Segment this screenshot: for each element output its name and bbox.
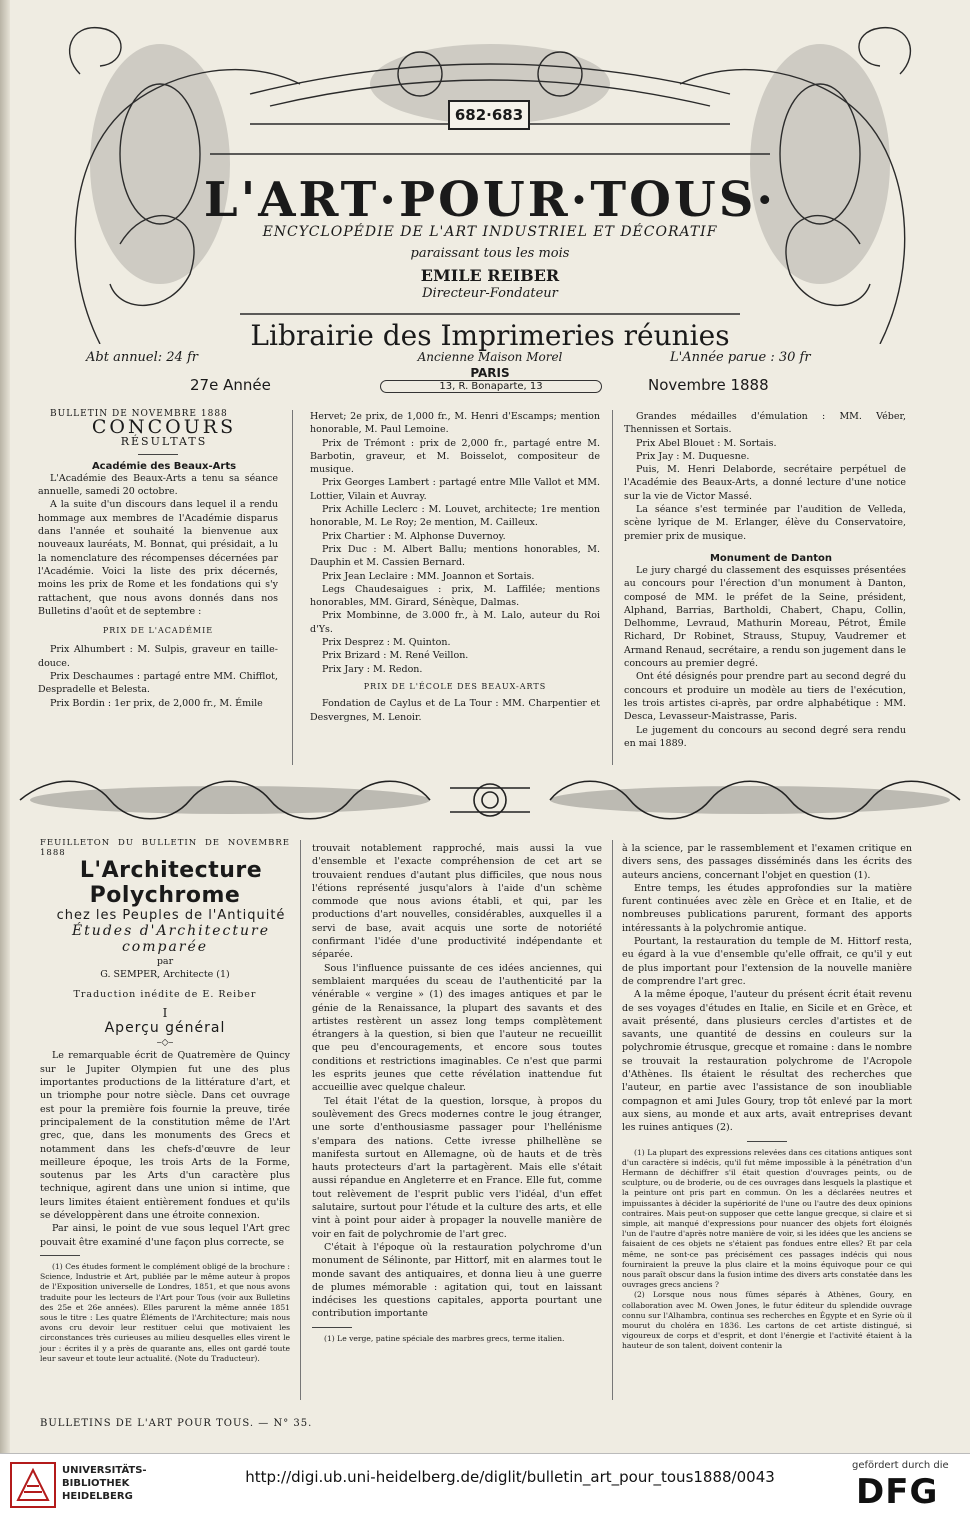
paragraph: Fondation de Caylus et de La Tour : MM. Charpentier et Desvergnes, M. Lenoir. [310, 698, 600, 723]
footnote: (2) Lorsque nous nous fûmes séparés à Athènes, Goury, en collaboration avec M. Owen Jones, le futur éditeur du splendide ouvrage connu sur l'Alhambra, continua ses recherches en Égypte et en Syrie où il mourut du choléra en 1836. Les cartons de cet artiste distingué, si vigoureux de corps et d'esprit, et dont l'énergie et l'activité étaient à la hauteur de son talent, doivent contenir la [622, 1290, 912, 1351]
bulletin-head: BULLETIN DE NOVEMBRE 1888 [50, 409, 228, 419]
paragraph: Prix Desprez : M. Quinton. [322, 637, 451, 649]
paragraph: Sous l'influence puissante de ces idées anciennes, qui semblaient marquées du sceau de l'authenticité par la vénérable « vergine » (1) des images antiques et par le génie de la Renaissance, la plupart des savants et des artistes restèrent un assez long temps complètement étrangers à la question, si bien que l'auteur ne recueillit que peu d'encouragements, et encore sous toutes conditions et restrictions imaginables. Ce n'est que parmi les esprits jeunes que cette révélation inattendue fut accueillie avec quelque chaleur. [312, 962, 602, 1094]
paragraph: Grandes médailles d'émulation : MM. Véber, Thennissen et Sortais. [624, 411, 906, 436]
paragraph: Prix Jay : M. Duquesne. [636, 450, 750, 462]
paragraph: Pourtant, la restauration du temple de M. Hittorf resta, eu égard à la vue d'ensemble qu'elle offrait, ce qu'il y eut de plus important pour l'extension de la nouvelle manière de comprendre l'art grec. [622, 936, 912, 987]
feuilleton-column-3 [622, 842, 912, 1352]
rule [312, 1327, 352, 1328]
paragraph: Prix Jean Leclaire : MM. Joannon et Sortais. [322, 570, 535, 582]
subsection-title: Monument de Danton [709, 552, 832, 564]
rule [747, 1141, 787, 1142]
section-subtitle: RÉSULTATS [120, 434, 208, 448]
old-house: Ancienne Maison Morel [417, 350, 563, 364]
author: G. SEMPER, Architecte (1) [100, 969, 230, 981]
year-price: L'Année parue : 30 fr [670, 350, 811, 365]
rule [40, 1255, 80, 1256]
paragraph: Puis, M. Henri Delaborde, secrétaire perpétuel de l'Académie des Beaux-Arts, a donné lecture d'une notice sur la vie de Victor Massé. [624, 464, 906, 502]
prize-head: PRIX DE L'ACADÉMIE [102, 626, 214, 636]
journal-title: L'ART·POUR·TOUS· [203, 172, 777, 228]
article-title: L'Architecture Polychrome [79, 858, 263, 908]
feuilleton-head: FEUILLETON DU BULLETIN DE NOVEMBRE 1888 [40, 838, 290, 858]
subscription-price: Abt annuel: 24 fr [86, 350, 198, 365]
prize-head: PRIX DE L'ÉCOLE DES BEAUX-ARTS [363, 681, 547, 691]
paragraph: C'était à l'époque où la restauration polychrome d'un monument de Sélinonte, par Hittorf, mit en alarmes tout le monde savant des antiquaires, et donna lieu à une guerre de plumes mémorable : agitation qui, tout en laissant indécises les questions capitales, apporta pourtant une contribution importante [312, 1241, 602, 1320]
section-title: CONCOURS [91, 416, 237, 439]
chapter-number: I [162, 1005, 168, 1020]
column-rule [292, 410, 293, 765]
top-column-2 [310, 410, 600, 724]
column-rule [300, 840, 301, 1400]
paragraph: Prix Jary : M. Redon. [322, 663, 423, 675]
ornamental-divider [10, 770, 970, 830]
paragraph: Par ainsi, le point de vue sous lequel l'Art grec pouvait être examiné d'une façon plus correcte, se [40, 1223, 290, 1248]
paragraph: Prix Brizard : M. René Veillon. [322, 650, 469, 662]
university-seal-icon [10, 1462, 56, 1508]
paragraph: A la même époque, l'auteur du présent écrit était revenu de ses voyages d'études en Italie, en Sicile et en Grèce, et avait présenté, dans plusieurs cercles d'artistes et de savants, une quantité de dessins en couleurs sur la polychromie étrusque, grecque et romaine : dans le nombre se trouvait la restauration polychrome de l'Acropole d'Athènes. Ils étaient le résultat des recherches que l'auteur, en partie avec l'assistance de son inoubliable compagnon et ami Jules Goury, trop tôt enlevé par la mort aux siens, au monde et aux arts, avait entreprises devant les ruines antiques (2). [622, 989, 912, 1134]
paragraph: Prix de Trémont : prix de 2,000 fr., partagé entre M. Barbotin, graveur, et M. Boisselot, compositeur de musique. [310, 437, 600, 476]
issue-number: 682·683 [448, 100, 530, 130]
editor-role: Directeur-Fondateur [422, 286, 558, 301]
paragraph: A la suite d'un discours dans lequel il a rendu hommage aux membres de l'Académie disparus dans l'année et souhaité la bienvenue aux nouveaux lauréats, M. Bonnat, qui présidait, a lu la nomenclature des récompenses décernées par l'Académie. Voici la liste des prix décernés, moins les prix de Rome et les fondations qui s'y rattachent, que nous avons donnés dans nos Bulletins d'août et de septembre : [38, 499, 278, 617]
column-rule [612, 840, 613, 1400]
paragraph: Prix Mombinne, de 3.000 fr., à M. Lalo, auteur du Roi d'Ys. [310, 610, 600, 635]
ornament: –◇– [156, 1037, 174, 1049]
paragraph: Le jugement du concours au second degré sera rendu en mai 1889. [624, 724, 906, 749]
subsection-title: Académie des Beaux-Arts [91, 460, 237, 472]
column-rule [612, 410, 613, 765]
paragraph: Prix Bordin : 1er prix, de 2,000 fr., M. Émile [50, 697, 263, 709]
article-subtitle: chez les Peuples de l'Antiquité [56, 908, 286, 923]
volume-year: 27e Année [190, 376, 271, 394]
source-url[interactable]: http://digi.ub.uni-heidelberg.de/diglit/bulletin_art_pour_tous1888/0043 [245, 1468, 775, 1486]
footnote: (1) La plupart des expressions relevées dans ces citations antiques sont d'un caractère si indécis, qu'il fut même impossible à la pénétration d'un Hermann de déchiffrer s'il était question d'ouvrages peints, ou de sculpture, ou de broderie, ou de ces ouvrages dans lesquels la plastique et la peinture ont pris part en commun. On les a déclarées neutres et impuissantes à décider la supériorité de l'une ou l'autre des deux opinions contraires. Mais peut-on supposer que cette langue grecque, si claire et si simple, ait manqué d'expressions pour nuancer des objets fort éloignés l'un de l'autre d'après notre manière de voir, si les idées que les anciens se faisaient de ces objets ne s'étaient pas fondues entre elles? Et par cela même, ne sont-ce pas précisément ces passages indécis qui nous fourniraient la preuve la plus claire et la moins équivoque pour ce qui nous paraît obscur dans la fusion intime des divers arts constatée dans les ouvrages grecs anciens ? [622, 1147, 912, 1290]
paragraph: Entre temps, les études approfondies sur la matière furent continuées avec zèle en Grèce et en Italie, et de nombreuses publications parurent, formant des apports intéressants à la polychromie antique. [622, 882, 912, 934]
paragraph: Tel était l'état de la question, lorsque, à propos du soulèvement des Grecs modernes contre le joug étranger, une sorte d'enthousiasme passager pour l'hellénisme s'empara des nations. Cette ivresse philhellène se manifesta surtout en Allemagne, où de hauts et de très hauts protecteurs d'art la partagèrent. Mais elle s'était aussi répandue en Angleterre et en France. Elle fut, comme tout relèvement de l'esprit public vers l'idéal, d'un effet salutaire, surtout pour l'étude et la culture des arts, et elle vint à point pour aider à propager la nouvelle manière de voir en fait de polychromie de l'art grec. [312, 1095, 602, 1240]
paragraph: La séance s'est terminée par l'audition de Velleda, scène lyrique de M. Erlanger, élève du Conservatoire, premier prix de musique. [624, 504, 906, 542]
paragraph: L'Académie des Beaux-Arts a tenu sa séance annuelle, samedi 20 octobre. [38, 472, 278, 498]
chapter-title: Aperçu général [104, 1020, 226, 1037]
footnote: (1) Le verge, patine spéciale des marbres grecs, terme italien. [324, 1333, 565, 1343]
issue-month: Novembre 1888 [648, 376, 769, 394]
funded-by-label: gefördert durch die [852, 1460, 949, 1471]
paragraph: Le jury chargé du classement des esquisses présentées au concours pour l'érection d'un monument à Danton, composé de MM. le préfet de la Seine, président, Alphand, Barrias, Bartholdi, Chabert, Chapu, Collin, Delhomme, Levraud, Mathurin Moreau, Pétrot, Émile Richard, Dr Robinet, Strauss, Stupuy, Vaudremer et Armand Renaud, secrétaire, a rendu son jugement dans le concours au premier degré. [624, 564, 906, 670]
paragraph: Prix Alhumbert : M. Sulpis, graveur en taille-douce. [38, 644, 278, 669]
paragraph: trouvait notablement rapproché, mais aussi la vue d'ensemble et l'exacte compréhension de cet art se trouvaient rendues d'autant plus difficiles, que nous nous l'étions représenté jusqu'alors à l'aide d'un schème commode que nous avions établi, et qui, par les productions d'art nouvelles, considérables, auxquelles il a servi de base, avait acquis une sorte de notoriété confirmant l'idée d'une productivité indépendante et séparée. [312, 843, 602, 961]
paragraph: Prix Deschaumes : partagé entre MM. Chifflot, Despradelle et Belesta. [38, 671, 278, 696]
top-column-3 [624, 410, 906, 750]
city: PARIS [470, 366, 510, 380]
feuilleton-column-2 [312, 842, 602, 1344]
paragraph: Hervet; 2e prix, de 1,000 fr., M. Henri d'Escamps; mention honorable, M. Paul Lemoine. [310, 411, 600, 436]
paragraph: Prix Chartier : M. Alphonse Duvernoy. [322, 530, 506, 542]
dfg-logo: DFG [856, 1472, 939, 1512]
library-name: UNIVERSITÄTS- BIBLIOTHEK HEIDELBERG [62, 1465, 147, 1502]
page-spine [0, 0, 10, 1453]
article-series: Études d'Architecture comparée [71, 923, 271, 955]
by-line: par [156, 956, 174, 967]
feuilleton-column-1 [40, 838, 290, 1364]
bulletin-number: BULLETINS DE L'ART POUR TOUS. — N° 35. [40, 1418, 313, 1429]
address: 13, R. Bonaparte, 13 [380, 380, 602, 393]
digitization-footer [0, 1453, 970, 1515]
paragraph: à la science, par le rassemblement et l'examen critique en divers sens, des passages disséminés dans les écrits des auteurs anciens, concernant l'objet en question (1). [622, 843, 912, 881]
publisher-name: Librairie des Imprimeries réunies [250, 319, 730, 352]
editor-name: EMILE REIBER [420, 266, 560, 285]
paragraph: Prix Abel Blouet : M. Sortais. [636, 437, 777, 449]
publication-frequency: paraissant tous les mois [410, 246, 570, 261]
journal-subtitle: ENCYCLOPÉDIE DE L'ART INDUSTRIEL ET DÉCORATIF [262, 224, 718, 240]
paragraph: Legs Chaudesaigues : prix, M. Laffilée; mentions honorables, MM. Girard, Sénèque, Dalmas. [310, 583, 600, 609]
paragraph: Prix Achille Leclerc : M. Louvet, architecte; 1re mention honorable, M. Le Roy; 2e mention, M. Cailleux. [310, 504, 600, 529]
paragraph: Prix Georges Lambert : partagé entre Mlle Vallot et MM. Lottier, Vilain et Auvray. [310, 477, 600, 502]
paragraph: Ont été désignés pour prendre part au second degré du concours et produire un modèle au tiers de l'exécution, les trois artistes ci-après, par ordre alphabétique : MM. Desca, Levasseur-Maistrasse, Paris. [624, 671, 906, 723]
top-column-1 [38, 408, 278, 710]
paragraph: Le remarquable écrit de Quatremère de Quincy sur le Jupiter Olympien fut une des plus importantes productions de la littérature d'art, et un triomphe pour notre siècle. Dans cet ouvrage est pour la première fois fournie la preuve, tirée principalement de la constitution même de l'Art grec, que, dans les monuments des Grecs et notamment dans les chefs-d'œuvre de leur meilleure époque, les trois Arts de la Forme, soutenus par les Arts d'un caractère plus technique, agirent dans une union si intime, que leurs limites étaient entièrement fondues et qu'ils se développèrent dans une étroite connexion. [40, 1050, 290, 1222]
footnote: (1) Ces études forment le complément obligé de la brochure : Science, Industrie et Art, publiée par le même auteur à propos de l'Exposition universelle de Londres, 1851, et que nous avons traduite pour les lecteurs de l'Art pour Tous (voir aux Bulletins des 25e et 26e années). Elles parurent la même année 1851 sous le titre : Les quatre Éléments de l'Architecture; mais nous avons cru devoir leur restituer celui que motivaient les circonstances très curieuses au milieu desquelles elles virent le jour : écrites il y a près de quarante ans, elles ont gardé toute leur saveur et toute leur actualité. (Note du Traducteur). [40, 1261, 290, 1363]
translation-note: Traduction inédite de E. Reiber [73, 988, 257, 1000]
rule [138, 454, 178, 455]
paragraph: Prix Duc : M. Albert Ballu; mentions honorables, M. Dauphin et M. Cassien Bernard. [310, 543, 600, 569]
